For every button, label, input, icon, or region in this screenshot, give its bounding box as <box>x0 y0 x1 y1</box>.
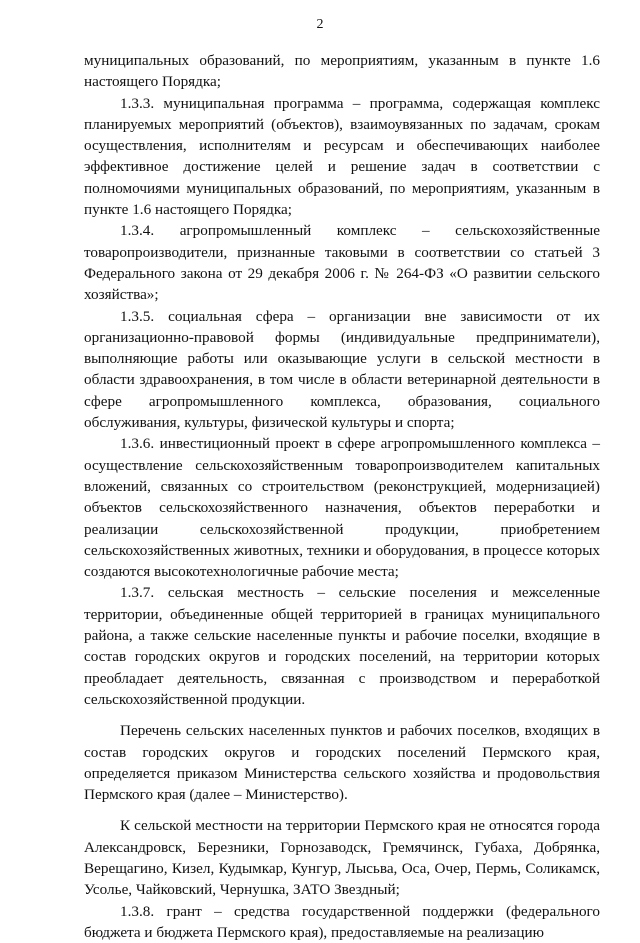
paragraph-1-3-4: 1.3.4. агропромышленный комплекс – сельскохозяйственные товаропроизводители, признанные таковыми в соответствии со статьей 3 Федерального закона от 29 декабря 2006 г. № 264-ФЗ «О развитии сельского хозяйства»; <box>84 222 600 304</box>
paragraph-settlements-list: Перечень сельских населенных пунктов и рабочих поселков, входящих в состав городских округов и городских поселений Пермского края, определяется приказом Министерства сельского хозяйства и продовольствия Пермского края (далее – Министерство). <box>84 722 600 804</box>
page-number: 2 <box>316 17 324 32</box>
paragraph-1-3-3: 1.3.3. муниципальная программа – программа, содержащая комплекс планируемых мероприятий (объектов), взаимоувязанных по задачам, срокам осуществления, исполнителям и ресурсам и обеспечивающих наиболее эффективное достижение целей и решение задач в соответствии с полномочиями муниципальных образований, по мероприятиям, указанным в пункте 1.6 настоящего Порядка; <box>84 94 600 219</box>
paragraph-1-3-7: 1.3.7. сельская местность – сельские поселения и межселенные территории, объединенные общей территорией в границах муниципального района, а также сельские населенные пункты и рабочие поселки, входящие в состав городских округов и городских поселений, на территории которых преобладает деятельность, связанная с производством и переработкой сельскохозяйственной продукции. <box>84 584 600 708</box>
paragraph-1-3-6: 1.3.6. инвестиционный проект в сфере агропромышленного комплекса – осуществление сельскохозяйственным товаропроизводителем капитальных вложений, связанных со строительством (реконструкцией, модернизацией) объектов сельскохозяйственного назначения, объектов переработки и реализации сельскохозяйственной продукции, приобретением сельскохозяйственных животных, техники и оборудования, в процессе которых создаются высокотехнологичные рабочие места; <box>84 435 600 581</box>
document-body <box>84 50 600 943</box>
paragraph-excluded-cities: К сельской местности на территории Пермского края не относятся города Александровск, Березники, Горнозаводск, Гремячинск, Губаха, Добрянка, Верещагино, Кизел, Кудымкар, Кунгур, Лысьва, Оса, Очер, Пермь, Соликамск, Усолье, Чайковский, Чернушка, ЗАТО Звездный; <box>84 817 600 899</box>
paragraph-1-3-5: 1.3.5. социальная сфера – организации вне зависимости от их организационно-правовой формы (индивидуальные предприниматели), выполняющие работы или оказывающие услуги в сельской местности в области здравоохранения, в том числе в области ветеринарной деятельности в сфере агропромышленного комплекса, образования, социального обслуживания, культуры, физической культуры и спорта; <box>84 307 600 432</box>
paragraph-continuation: муниципальных образований, по мероприятиям, указанным в пункте 1.6 настоящего Порядка; <box>84 52 600 91</box>
paragraph-1-3-8: 1.3.8. грант – средства государственной поддержки (федерального бюджета и бюджета Пермского края), предоставляемые на реализацию <box>84 902 600 941</box>
